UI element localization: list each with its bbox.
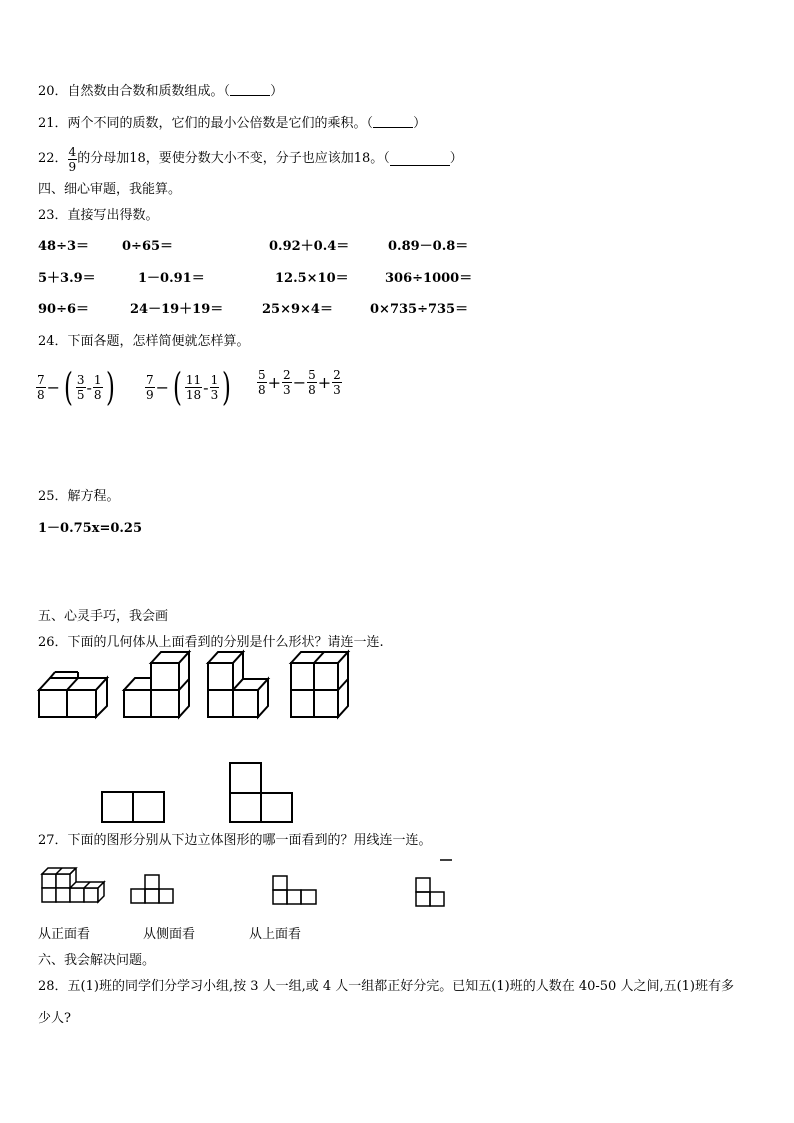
question-27-title: 27．下面的图形分别从下边立体图形的哪一面看到的？用线连一连。 xyxy=(38,833,432,848)
fraction: $\frac{7}{9}$ xyxy=(146,372,154,402)
solid-figure-4 xyxy=(291,652,348,717)
fraction xyxy=(68,145,78,174)
calc-cell: 25×9×4＝ xyxy=(262,302,333,317)
calc-cell: 306÷1000＝ xyxy=(385,271,473,286)
question-28-line1: 28．五(1)班的同学们分学习小组,按 3 人一组,或 4 人一组都正好分完。已知五(1)班的人数在 40-50 人之间,五(1)班有多 xyxy=(38,979,734,994)
calc-cell: 90÷6＝ xyxy=(38,302,90,317)
expression-2: $\frac{7}{9}$ − ( $\frac{11}{18}$ - $\frac{1}{3}$ ) xyxy=(146,365,232,409)
view-label-top: 从上面看 xyxy=(249,927,302,942)
section-4-heading: 四、细心审题，我能算。 xyxy=(38,182,182,197)
fraction-denominator: 9 xyxy=(68,159,77,174)
minus-sign: − xyxy=(292,373,307,392)
fraction: $\frac{2}{3}$ xyxy=(333,368,341,397)
q27-view-1 xyxy=(131,875,173,903)
plus-sign: + xyxy=(267,373,282,392)
calc-cell: 48÷3＝ xyxy=(38,239,90,254)
fraction-numerator: 4 xyxy=(68,144,77,159)
fraction: $\frac{11}{18}$ xyxy=(185,372,202,402)
q27-view-3 xyxy=(416,860,452,906)
calc-cell: 24－19＋19＝ xyxy=(130,302,224,317)
question-number: 22． xyxy=(38,151,68,166)
solid-figure-3 xyxy=(208,652,268,717)
question-25-title: 25．解方程。 xyxy=(38,489,120,504)
question-22 xyxy=(38,140,463,179)
section-5-heading: 五、心灵手巧，我会画 xyxy=(38,609,169,624)
solid-figure-1 xyxy=(39,672,107,717)
answer-blank[interactable] xyxy=(230,82,270,96)
calc-cell: 0÷65＝ xyxy=(122,239,174,254)
paren-left: ( xyxy=(173,365,182,409)
section-6-heading: 六、我会解决问题。 xyxy=(38,953,156,968)
calc-cell: 5＋3.9＝ xyxy=(38,271,96,286)
minus-sign: − xyxy=(46,377,61,397)
calc-cell: 0.92＋0.4＝ xyxy=(269,239,350,254)
question-number: 20． xyxy=(38,84,68,99)
question-text: 两个不同的质数，它们的最小公倍数是它们的乘积。（ xyxy=(67,116,374,131)
question-text: 的分母加18，要使分数大小不变，分子也应该加18。（ xyxy=(77,151,390,166)
view-label-front: 从正面看 xyxy=(38,927,91,942)
question-28-line2: 少人? xyxy=(38,1011,71,1026)
minus-sign: − xyxy=(155,377,170,397)
answer-blank[interactable] xyxy=(390,152,450,166)
fraction: $\frac{7}{8}$ xyxy=(37,372,45,402)
calc-cell: 0.89－0.8＝ xyxy=(388,239,469,254)
fraction: $\frac{5}{8}$ xyxy=(308,368,316,397)
top-view-shapes xyxy=(102,763,292,822)
fraction: $\frac{2}{3}$ xyxy=(283,368,291,397)
expression-3: $\frac{5}{8}$ + $\frac{2}{3}$ − $\frac{5}{8}$ + $\frac{2}{3}$ xyxy=(258,368,341,397)
question-text: 自然数由合数和质数组成。（ xyxy=(67,84,231,99)
fraction: $\frac{1}{3}$ xyxy=(210,372,219,402)
calc-cell: 0×735÷735＝ xyxy=(370,302,469,317)
paren-right: ) xyxy=(222,365,232,409)
equation: 1－0.75x=0.25 xyxy=(38,521,143,536)
question-24-title: 24．下面各题，怎样简便就怎样算。 xyxy=(38,334,250,349)
solid-figure-2 xyxy=(124,652,189,717)
calc-cell: 12.5×10＝ xyxy=(275,271,349,286)
expression-1: $\frac{7}{8}$ − ( $\frac{3}{5}$ - $\frac{1}{8}$ ) xyxy=(37,365,115,409)
fraction: $\frac{3}{5}$ xyxy=(76,372,85,402)
fraction: $\frac{1}{8}$ xyxy=(93,372,102,402)
question-20 xyxy=(38,82,283,101)
calc-cell: 1－0.91＝ xyxy=(138,271,205,286)
answer-blank[interactable] xyxy=(373,114,413,128)
question-number: 21． xyxy=(38,116,68,131)
question-23-title: 23．直接写出得数。 xyxy=(38,208,159,223)
question-26-title: 26．下面的几何体从上面看到的分别是什么形状？请连一连. xyxy=(38,635,384,650)
q27-view-2 xyxy=(273,876,316,904)
paren-left: ( xyxy=(64,365,73,409)
paren-right: ) xyxy=(105,365,115,409)
paren-close: ） xyxy=(270,84,284,99)
view-label-side: 从侧面看 xyxy=(143,927,196,942)
paren-close: ） xyxy=(413,116,427,131)
question-21 xyxy=(38,114,426,133)
fraction: $\frac{5}{8}$ xyxy=(258,368,266,397)
paren-close: ） xyxy=(449,151,463,166)
q27-solid xyxy=(42,868,104,902)
